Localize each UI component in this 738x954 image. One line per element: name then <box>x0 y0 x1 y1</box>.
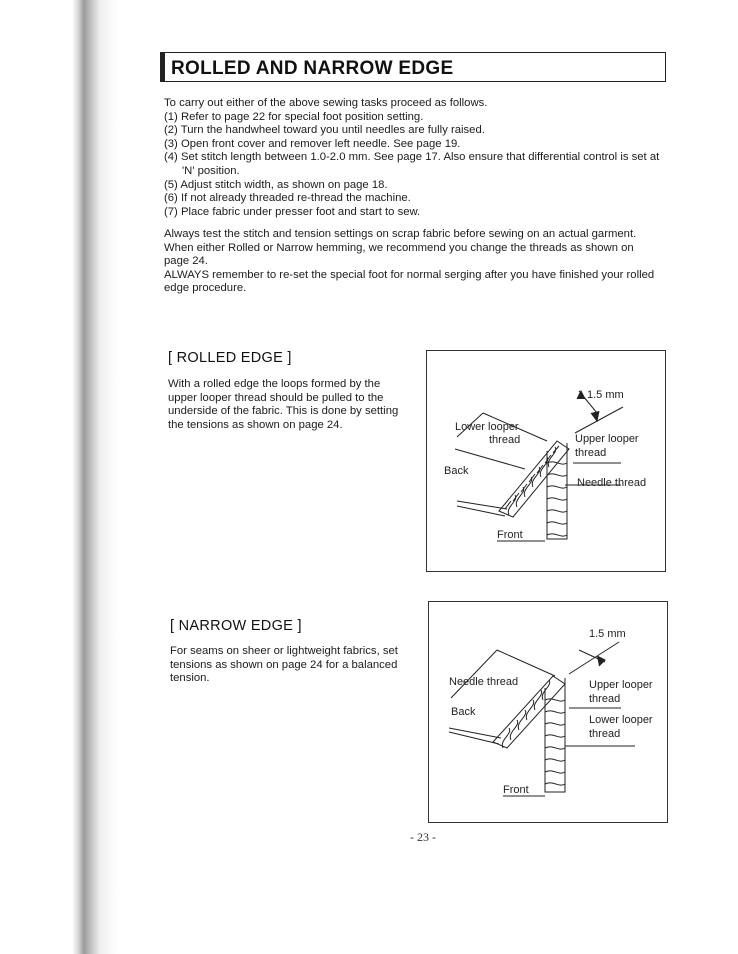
narrow-needle-thread-label: Needle thread <box>449 676 519 688</box>
narrow-lower-looper-label: Lower looper <box>589 714 653 726</box>
step-5: (5) Adjust stitch width, as shown on page 18. <box>164 178 388 191</box>
note-line: ALWAYS remember to re-set the special foot for normal serging after you have finished your rolled <box>164 268 655 281</box>
rolled-line: underside of the fabric. This is done by setting <box>168 405 399 418</box>
step-2: (2) Turn the handwheel toward you until needles are fully raised. <box>164 124 485 137</box>
rolled-line: the tensions as shown on page 24. <box>168 418 343 431</box>
rolled-back-label: Back <box>444 465 469 477</box>
rolled-lower-looper-label: Lower looper <box>455 421 519 433</box>
step-1: (1) Refer to page 22 for special foot position setting. <box>164 110 424 123</box>
step-3: (3) Open front cover and remover left needle. See page 19. <box>164 137 461 150</box>
narrow-edge-figure <box>428 601 668 823</box>
rolled-upper-looper-label: Upper looper <box>575 433 639 445</box>
rolled-line: With a rolled edge the loops formed by the <box>168 378 381 390</box>
test-note <box>164 228 674 296</box>
rolled-lower-looper-label-2: thread <box>489 434 521 446</box>
intro-lead: To carry out either of the above sewing tasks proceed as follows. <box>164 97 488 109</box>
narrow-edge-description <box>170 645 410 686</box>
note-line: page 24. <box>164 255 208 268</box>
rolled-upper-looper-label-2: thread <box>575 447 607 459</box>
note-line: When either Rolled or Narrow hemming, we recommend you change the threads as shown on <box>164 241 634 254</box>
narrow-front-label: Front <box>503 784 529 796</box>
narrow-upper-looper-label: Upper looper <box>589 679 653 691</box>
step-7: (7) Place fabric under presser foot and start to sew. <box>164 205 421 218</box>
rolled-edge-heading: [ ROLLED EDGE ] <box>168 350 292 366</box>
narrow-line: tension. <box>170 672 210 685</box>
step-4: (4) Set stitch length between 1.0-2.0 mm. See page 17. Also ensure that differential control is set at <box>164 151 660 164</box>
step-4-continued: 'N' position. <box>182 164 240 177</box>
step-6: (6) If not already threaded re-thread the machine. <box>164 192 411 205</box>
rolled-front-label: Front <box>497 529 523 541</box>
intro-instructions <box>164 97 674 219</box>
rolled-line: upper looper thread should be pulled to the <box>168 391 384 404</box>
note-line: Always test the stitch and tension settings on scrap fabric before sewing on an actual garment. <box>164 228 637 240</box>
narrow-upper-looper-label-2: thread <box>589 693 621 705</box>
rolled-measure-label: 1.5 mm <box>587 389 624 401</box>
narrow-back-label: Back <box>451 706 476 718</box>
note-line: edge procedure. <box>164 282 247 295</box>
title-accent-bar <box>161 53 165 81</box>
rolled-edge-description <box>168 378 408 432</box>
rolled-edge-diagram <box>427 351 667 573</box>
rolled-needle-thread-label: Needle thread <box>577 477 647 489</box>
page-title: ROLLED AND NARROW EDGE <box>171 58 454 79</box>
narrow-line: tensions as shown on page 24 for a balanced <box>170 658 398 671</box>
narrow-lower-looper-label-2: thread <box>589 728 621 740</box>
narrow-line: For seams on sheer or lightweight fabrics, set <box>170 645 398 657</box>
narrow-edge-heading: [ NARROW EDGE ] <box>170 618 302 634</box>
title-box <box>160 52 666 82</box>
narrow-measure-label: 1.5 mm <box>589 628 626 640</box>
rolled-edge-figure <box>426 350 666 572</box>
page-number: - 23 - <box>410 830 436 844</box>
